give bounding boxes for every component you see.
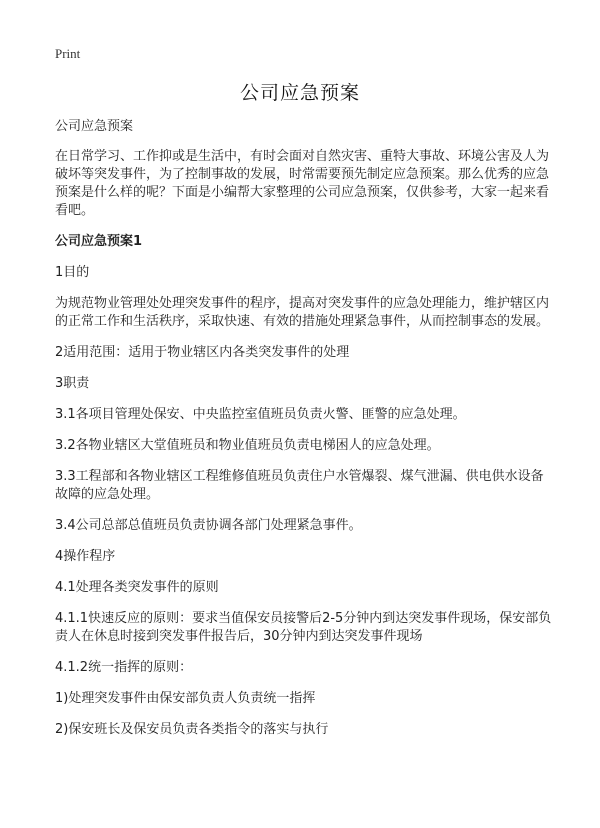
paragraph: 4.1处理各类突发事件的原则: [55, 580, 219, 595]
print-link[interactable]: Print: [55, 46, 81, 61]
paragraph: 为规范物业管理处处理突发事件的程序，提高对突发事件的应急处理能力，维护辖区内的正常工作和生活秩序，采取快速、有效的措施处理紧急事件，从而控制事态的发展。: [55, 296, 550, 329]
paragraph: 3.4公司总部总值班员负责协调各部门处理紧急事件。: [55, 518, 362, 533]
paragraph: 2适用范围：适用于物业辖区内各类突发事件的处理: [55, 345, 350, 360]
paragraph-subtitle: 公司应急预案: [55, 119, 134, 134]
paragraph: 4.1.2统一指挥的原则：: [55, 660, 193, 675]
section-heading: 公司应急预案1: [55, 234, 143, 249]
paragraph: 3职责: [55, 376, 90, 391]
paragraph: 3.2各物业辖区大堂值班员和物业值班员负责电梯困人的应急处理。: [55, 438, 440, 453]
paragraph-intro: 在日常学习、工作抑或是生活中，有时会面对自然灾害、重特大事故、环境公害及人为破坏等突发事件，为了控制事故的发展，时常需要预先制定应急预案。那么优秀的应急预案是什么样的呢？下面是小编帮大家整理的公司应急预案，仅供参考，大家一起来看看吧。: [55, 149, 550, 218]
paragraph: 1)处理突发事件由保安部负责人负责统一指挥: [55, 691, 316, 706]
paragraph: 3.1各项目管理处保安、中央监控室值班员负责火警、匪警的应急处理。: [55, 407, 466, 422]
document-body: [55, 118, 555, 752]
paragraph: 4操作程序: [55, 549, 116, 564]
paragraph: 2)保安班长及保安员负责各类指令的落实与执行: [55, 722, 329, 737]
paragraph: 4.1.1快速反应的原则：要求当值保安员接警后2-5分钟内到达突发事件现场，保安部负责人在休息时接到突发事件报告后，30分钟内到达突发事件现场: [55, 611, 552, 644]
paragraph: 1目的: [55, 265, 90, 280]
paragraph: 3.3工程部和各物业辖区工程维修值班员负责住户水管爆裂、煤气泄漏、供电供水设备故障的应急处理。: [55, 469, 544, 502]
document-title: 公司应急预案: [239, 82, 360, 104]
